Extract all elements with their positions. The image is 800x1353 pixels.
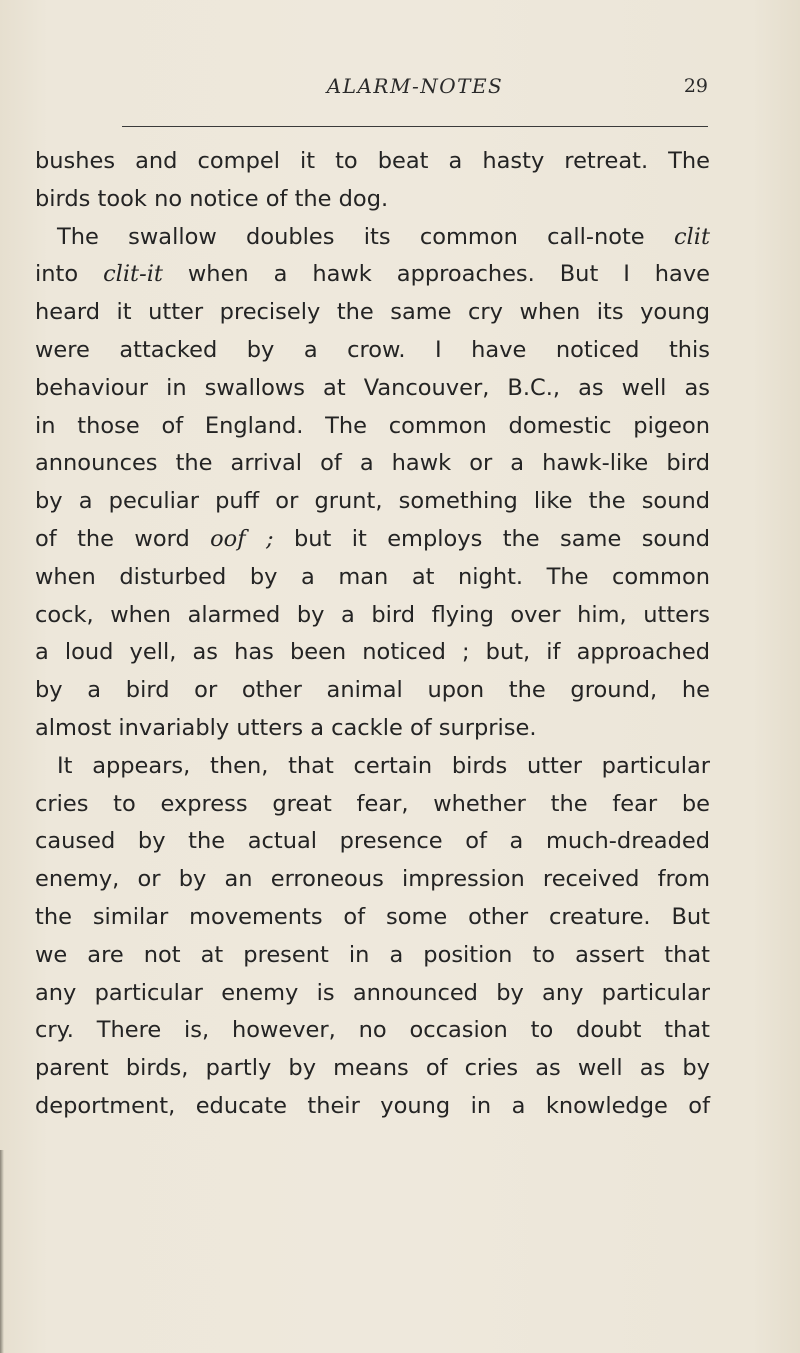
text-line xyxy=(35,861,710,899)
page-number: 29 xyxy=(683,75,708,97)
line-text: we are not at present in a position to assert that xyxy=(35,941,710,968)
text-line xyxy=(35,937,710,975)
line-text: in those of England. The common domestic pigeon xyxy=(35,412,710,439)
line-text: cock, when alarmed by a bird flying over him, utters xyxy=(35,601,710,628)
line-text: parent birds, partly by means of cries as well as by xyxy=(35,1055,710,1082)
running-head xyxy=(122,74,708,114)
running-title: ALARM-NOTES xyxy=(326,74,504,98)
text-line xyxy=(35,786,710,824)
line-text: the similar movements of some other creature. But xyxy=(35,903,710,930)
line-text: any particular enemy is announced by any particular xyxy=(35,979,710,1006)
line-text: announces the arrival of a hawk or a hawk-like bird xyxy=(35,450,710,477)
line-text-after: when a hawk approaches. But I have xyxy=(162,261,710,288)
line-text: a loud yell, as has been noticed ; but, if approached xyxy=(35,639,710,666)
line-text: caused by the actual presence of a much-dreaded xyxy=(35,828,710,855)
line-text: by a peculiar puff or grunt, something like the sound xyxy=(35,488,710,515)
line-text: behaviour in swallows at Vancouver, B.C., as well as xyxy=(35,374,710,401)
text-line xyxy=(35,1012,710,1050)
text-line xyxy=(35,1088,710,1126)
text-line xyxy=(35,748,710,786)
line-text-after: but it employs the same sound xyxy=(273,525,711,552)
text-line xyxy=(35,634,710,672)
text-line xyxy=(35,483,710,521)
line-text-before: into xyxy=(35,261,104,288)
line-text: almost invariably utters a cackle of surprise. xyxy=(35,714,537,741)
line-text: It appears, then, that certain birds utter particular xyxy=(57,752,710,779)
text-line xyxy=(35,294,710,332)
text-line xyxy=(35,143,710,181)
italic-word: oof ; xyxy=(210,525,274,552)
line-text: were attacked by a crow. I have noticed this xyxy=(35,336,710,363)
text-line xyxy=(35,219,710,257)
text-line xyxy=(35,1050,710,1088)
text-line xyxy=(35,408,710,446)
body-text xyxy=(35,143,710,1126)
text-line xyxy=(35,370,710,408)
italic-word: clit xyxy=(673,223,710,250)
text-line xyxy=(35,975,710,1013)
line-text: birds took no notice of the dog. xyxy=(35,185,389,212)
header-rule xyxy=(122,126,708,127)
line-text-before: The swallow doubles its common call-note xyxy=(57,223,674,250)
italic-word: clit-it xyxy=(103,261,163,288)
line-text-before: of the word xyxy=(35,525,211,552)
page-edge-shadow xyxy=(0,1150,4,1353)
text-line xyxy=(35,181,710,219)
line-text: cry. There is, however, no occasion to doubt that xyxy=(35,1017,710,1044)
text-line xyxy=(35,823,710,861)
line-text: when disturbed by a man at night. The common xyxy=(35,563,710,590)
text-line xyxy=(35,672,710,710)
text-line xyxy=(35,710,710,748)
text-line xyxy=(35,521,710,559)
line-text: heard it utter precisely the same cry when its young xyxy=(35,299,710,326)
text-line xyxy=(35,899,710,937)
text-line xyxy=(35,332,710,370)
text-line xyxy=(35,445,710,483)
line-text: cries to express great fear, whether the fear be xyxy=(35,790,710,817)
line-text: by a bird or other animal upon the ground, he xyxy=(35,677,710,704)
line-text: bushes and compel it to beat a hasty retreat. The xyxy=(35,148,710,174)
text-line xyxy=(35,559,710,597)
line-text: deportment, educate their young in a knowledge of xyxy=(35,1092,710,1119)
text-line xyxy=(35,597,710,635)
line-text: enemy, or by an erroneous impression received from xyxy=(35,866,710,893)
text-line xyxy=(35,256,710,294)
